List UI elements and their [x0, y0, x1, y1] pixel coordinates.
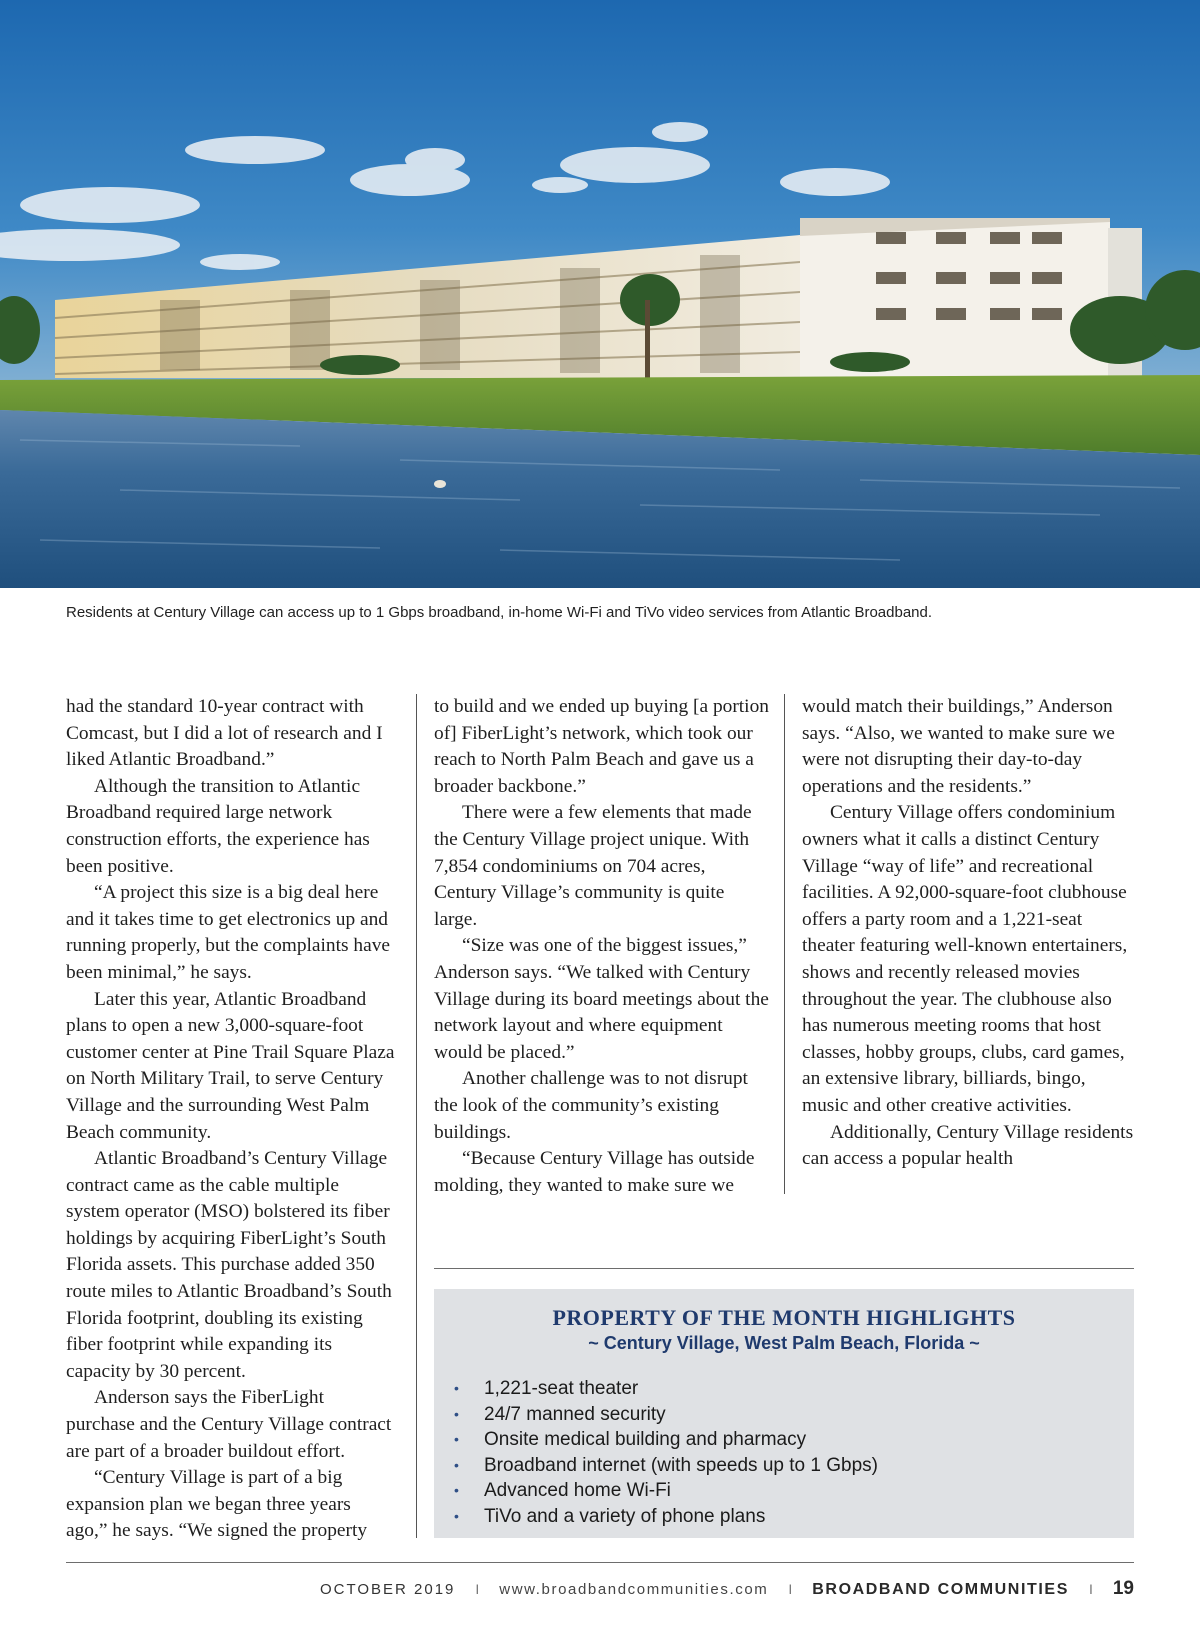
- highlight-text: Broadband internet (with speeds up to 1 Gbps): [484, 1454, 878, 1476]
- article-paragraph: “Because Century Village has outside molding, they wanted to make sure we: [434, 1148, 755, 1196]
- article-paragraph: to build and we ended up buying [a portion of] FiberLight’s network, which took our reach to North Palm Beach and gave us a broader backbone.”: [434, 696, 769, 797]
- article-paragraph: Century Village offers condominium owners what it calls a distinct Century Village “way of life” and recreational facilities. A 92,000-square-foot clubhouse offers a party room and a 1,221-seat theater featuring well-known entertainers, shows and recently released movies throughout the year. The clubhouse also has numerous meeting rooms that host classes, hobby groups, clubs, card games, an extensive library, billiards, bingo, music and other creative activities.: [802, 802, 1128, 1116]
- highlight-item: [454, 1427, 1134, 1453]
- article-paragraph: Anderson says the FiberLight purchase and the Century Village contract are part of a broader buildout effort.: [66, 1387, 392, 1462]
- page-footer: [66, 1578, 1134, 1600]
- article-column-1: [66, 694, 396, 1545]
- issue-date: OCTOBER 2019: [319, 1581, 456, 1598]
- column-divider: [416, 694, 417, 1538]
- page-number: 19: [1112, 1578, 1134, 1599]
- article-column-3: [802, 694, 1136, 1173]
- article-paragraph: “Century Village is part of a big expansion plan we began three years ago,” he says. “We signed the property: [66, 1467, 368, 1542]
- article-paragraph: Atlantic Broadband’s Century Village contract came as the cable multiple system operator (MSO) bolstered its fiber holdings by acquiring FiberLight’s South Florida assets. This purchase added 350 route miles to Atlantic Broadband’s South Florida footprint, doubling its existing fiber footprint while expanding its capacity by 30 percent.: [66, 1148, 392, 1382]
- bullet-icon: •: [454, 1507, 459, 1524]
- highlight-item: [454, 1478, 1134, 1504]
- bullet-icon: •: [454, 1456, 459, 1473]
- article-column-2: [434, 694, 770, 1199]
- article-paragraph: Additionally, Century Village residents can access a popular health: [802, 1121, 1134, 1170]
- column-divider: [784, 694, 785, 1194]
- footer-separator: I: [788, 1581, 793, 1597]
- highlights-box: [434, 1289, 1134, 1538]
- website-url: www.broadbandcommunities.com: [499, 1581, 769, 1598]
- magazine-name: BROADBAND COMMUNITIES: [812, 1581, 1069, 1598]
- highlights-list: [434, 1376, 1134, 1530]
- article-paragraph: “A project this size is a big deal here and it takes time to get electronics up and running properly, but the complaints have been minimal,” he says.: [66, 882, 390, 983]
- hero-photo: [0, 0, 1200, 588]
- article-paragraph: Although the transition to Atlantic Broadband required large network construction efforts, the experience has been positive.: [66, 775, 370, 877]
- article-paragraph: would match their buildings,” Anderson says. “Also, we wanted to make sure we were not disrupting their day-to-day operations and the residents.”: [802, 696, 1115, 797]
- article-paragraph: “Size was one of the biggest issues,” Anderson says. “We talked with Century Village during its board meetings about the network layout and where equipment would be placed.”: [434, 935, 769, 1063]
- bullet-icon: •: [454, 1431, 459, 1448]
- footer-separator: I: [475, 1581, 480, 1597]
- highlight-item: [454, 1402, 1134, 1428]
- article-paragraph: Later this year, Atlantic Broadband plans to open a new 3,000-square-foot customer center at Pine Trail Square Plaza on North Military Trail, to serve Century Village and the surrounding West Palm Beach community.: [66, 988, 395, 1143]
- highlights-subtitle: ~ Century Village, West Palm Beach, Florida ~: [588, 1333, 980, 1353]
- highlights-title: PROPERTY OF THE MONTH HIGHLIGHTS: [552, 1305, 1016, 1330]
- highlight-text: 24/7 manned security: [484, 1403, 666, 1425]
- bullet-icon: •: [454, 1482, 459, 1499]
- article-paragraph: had the standard 10-year contract with Comcast, but I did a lot of research and I liked Atlantic Broadband.”: [66, 696, 383, 771]
- highlight-text: TiVo and a variety of phone plans: [484, 1505, 766, 1527]
- bullet-icon: •: [454, 1380, 459, 1396]
- article-paragraph: There were a few elements that made the Century Village project unique. With 7,854 condominiums on 704 acres, Century Village’s community is quite large.: [434, 802, 752, 930]
- century-village-photo: [0, 0, 1200, 588]
- highlights-divider: [434, 1268, 1134, 1269]
- bullet-icon: •: [454, 1405, 459, 1422]
- highlight-item: [454, 1504, 1134, 1530]
- footer-separator: I: [1088, 1581, 1093, 1597]
- footer-rule: [66, 1562, 1134, 1563]
- highlight-text: Onsite medical building and pharmacy: [484, 1429, 807, 1451]
- highlight-item: [454, 1376, 1134, 1402]
- highlight-item: [454, 1453, 1134, 1479]
- highlight-text: 1,221-seat theater: [484, 1378, 639, 1399]
- highlight-text: Advanced home Wi-Fi: [484, 1480, 671, 1502]
- article-paragraph: Another challenge was to not disrupt the look of the community’s existing buildings.: [434, 1068, 748, 1143]
- photo-caption: Residents at Century Village can access up to 1 Gbps broadband, in-home Wi-Fi and TiVo video services from Atlantic Broadband.: [66, 604, 933, 621]
